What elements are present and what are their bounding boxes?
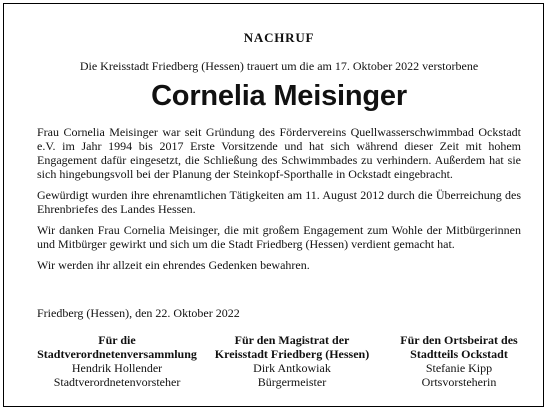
paragraph: Gewürdigt wurden ihre ehrenamtlichen Tätigkeiten am 11. August 2012 durch die Überreichung des Ehrenbriefes des Landes Hessen. (37, 188, 521, 216)
signature-title: Für die (98, 333, 136, 347)
notice-body (37, 125, 521, 279)
notice-frame (3, 3, 544, 407)
signer-name: Stefanie Kipp (425, 361, 493, 375)
paragraph: Wir werden ihr allzeit ein ehrendes Gedenken bewahren. (37, 258, 310, 272)
deceased-name: Cornelia Meisinger (151, 80, 407, 112)
signer-name: Dirk Antkowiak (253, 361, 331, 375)
signer-role: Stadtverordnetenvorsteher (53, 375, 181, 389)
paragraph: Frau Cornelia Meisinger war seit Gründung des Fördervereins Quellwasserschwimmbad Ockstadt e.V. im Jahr 1994 bis 2017 Erste Vorsitzende und hat sich während dieser Zeit mit hohem Engagement dafür eingesetzt, die Schließung des Schwimmbades zu verhindern. Außerdem hat sie sich hingebungsvoll bei der Planung der Steinkopf-Sporthalle in Ockstadt eingebracht. (37, 125, 521, 181)
signature-block-council (29, 333, 205, 389)
signature-block-district (379, 333, 539, 389)
signature-title: Für den Magistrat der (234, 333, 350, 347)
signature-title: Stadtteils Ockstadt (410, 347, 508, 361)
paragraph: Wir danken Frau Cornelia Meisinger, die mit großem Engagement zum Wohle der Mitbürgerinnen und Mitbürger gewirkt und sich um die Stadt Friedberg (Hessen) verdient gemacht hat. (37, 223, 521, 251)
signer-name: Hendrik Hollender (71, 361, 163, 375)
signer-role: Ortsvorsteherin (421, 375, 497, 389)
signature-title: Für den Ortsbeirat des (400, 333, 518, 347)
signature-title: Stadtverordnetenversammlung (37, 347, 197, 361)
signature-block-magistrate (207, 333, 377, 389)
notice-heading: NACHRUF (243, 30, 315, 45)
signer-role: Bürgermeister (257, 375, 327, 389)
place-date: Friedberg (Hessen), den 22. Oktober 2022 (37, 306, 240, 320)
intro-line: Die Kreisstadt Friedberg (Hessen) trauert um die am 17. Oktober 2022 verstorbene (79, 59, 479, 73)
signature-title: Kreisstadt Friedberg (Hessen) (214, 347, 370, 361)
